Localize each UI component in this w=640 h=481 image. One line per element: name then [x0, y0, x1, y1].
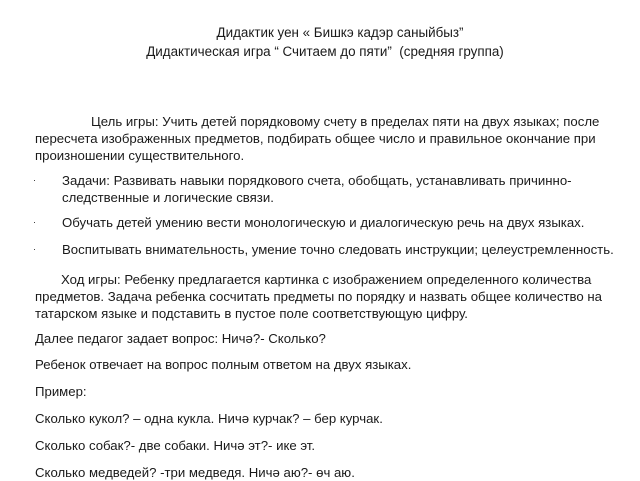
- example-line-3: Сколько медведей? -три медведя. Ничә аю?- өч аю.: [35, 465, 355, 480]
- bullet-icon: ·: [33, 217, 36, 227]
- task-item-1: [35, 172, 615, 206]
- goal-line-1: Цель игры: Учить детей порядковому счету в пределах пяти на двух языках; после: [91, 114, 600, 129]
- goal-line-2: пересчета изображенных предметов, подбирать общее число и правильное окончание при: [35, 131, 596, 146]
- task-3-line-1: Воспитывать внимательность, умение точно следовать инструкции; целеустремленность.: [62, 242, 614, 257]
- goal-line-3: произношении существительного.: [35, 148, 245, 163]
- example-label: Пример:: [35, 384, 87, 399]
- game-flow-line-3: татарском языке и подставить в пустое поле соответствующую цифру.: [35, 306, 468, 321]
- goal-paragraph: [35, 113, 615, 164]
- game-flow-line-2: предметов. Задача ребенка сосчитать предметы по порядку и назвать общее количество на: [35, 289, 602, 304]
- task-item-3: [35, 241, 615, 258]
- game-flow-paragraph: [35, 271, 615, 322]
- example-line-1: Сколько кукол? – одна кукла. Ничә курчак? – бер курчак.: [35, 411, 383, 426]
- document-title: [0, 23, 640, 61]
- bullet-icon: ·: [33, 244, 36, 254]
- title-russian: Дидактическая игра “ Считаем до пяти” (средняя группа): [146, 44, 504, 59]
- example-line-2: Сколько собак?- две собаки. Ничә эт?- ике эт.: [35, 438, 316, 453]
- answer-line: Ребенок отвечает на вопрос полным ответом на двух языках.: [35, 357, 412, 372]
- title-tatar: Дидактик уен « Бишкэ кадэр саныйбыз”: [216, 25, 464, 40]
- question-line: Далее педагог задает вопрос: Ничә?- Сколько?: [35, 331, 326, 346]
- bullet-icon: ·: [33, 175, 36, 185]
- task-1-line-1: Задачи: Развивать навыки порядкового счета, обобщать, устанавливать причинно-: [62, 173, 572, 188]
- game-flow-line-1: Ход игры: Ребенку предлагается картинка с изображением определенного количества: [61, 272, 592, 287]
- task-item-2: [35, 214, 615, 231]
- task-2-line-1: Обучать детей умению вести монологическую и диалогическую речь на двух языках.: [62, 215, 585, 230]
- task-1-line-2: следственные и логические связи.: [62, 190, 274, 205]
